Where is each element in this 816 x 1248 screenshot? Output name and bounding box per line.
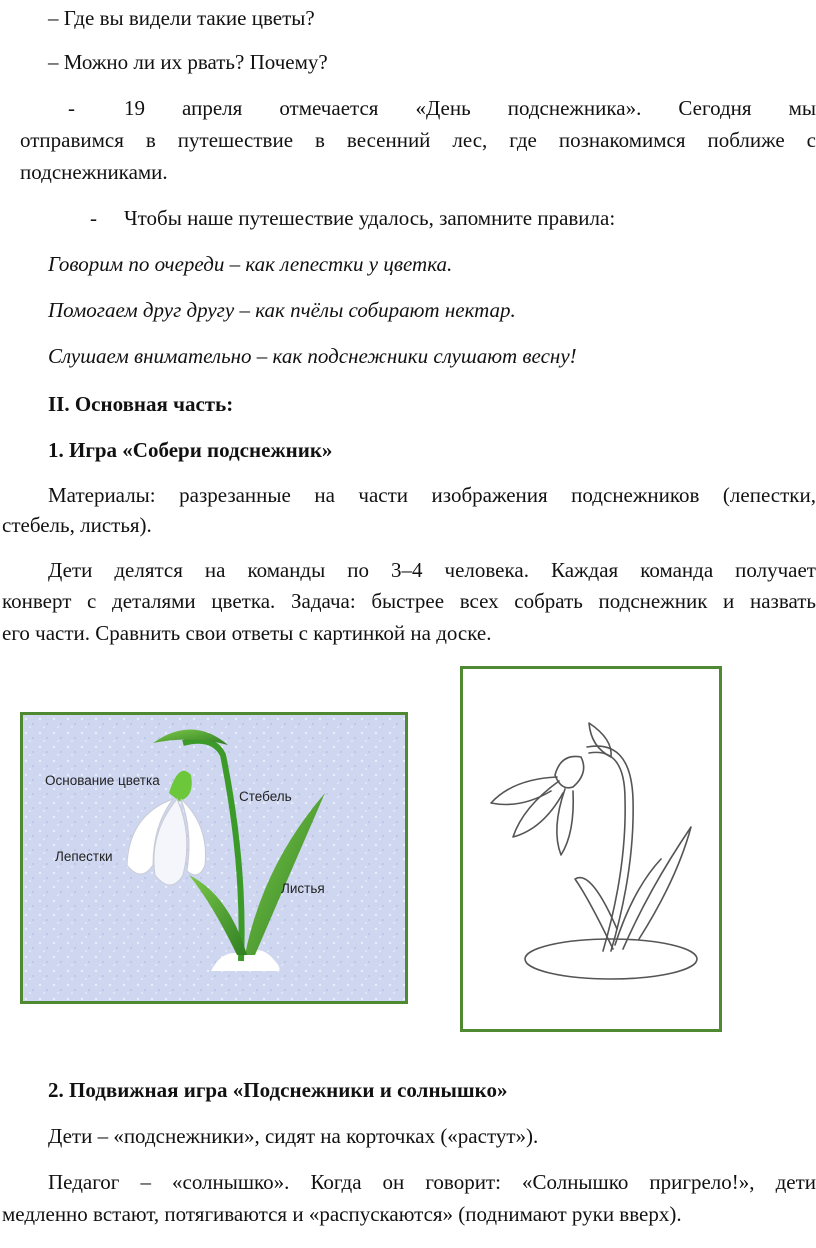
rule-1: Говорим по очереди – как лепестки у цветка. [48, 252, 453, 276]
heading-main-part: II. Основная часть: [48, 392, 234, 416]
paragraph-materials: Материалы: разрезанные на части изображения подснежников (лепестки, [48, 483, 816, 507]
paragraph-snowdrop-day-line2: отправимся в путешествие в весенний лес, где познакомимся поближе с [20, 128, 816, 152]
paragraph-teams: Дети делятся на команды по 3–4 человека. Каждая команда получает [48, 558, 816, 582]
paragraph-snowdrop-day: 19 апреля отмечается «День подснежника». Сегодня мы [124, 96, 816, 120]
snowdrop-outline-illustration [463, 669, 719, 1029]
paragraph-teams-line3: его части. Сравнить свои ответы с картинкой на доске. [2, 621, 492, 645]
dash-marker: - [68, 96, 75, 120]
label-flower-base: Основание цветка [45, 773, 160, 788]
rule-2: Помогаем друг другу – как пчёлы собирают нектар. [48, 298, 516, 322]
paragraph-children-role: Дети – «подснежники», сидят на корточках («растут»). [48, 1124, 539, 1148]
dash-marker: - [90, 206, 97, 230]
question-where: – Где вы видели такие цветы? [48, 6, 315, 30]
question-pick: – Можно ли их рвать? Почему? [48, 50, 328, 74]
label-stem: Стебель [239, 789, 292, 804]
paragraph-teacher-role: Педагог – «солнышко». Когда он говорит: «Солнышко пригрело!», дети [48, 1170, 816, 1194]
snowdrop-labeled-picture [20, 712, 408, 1004]
label-leaves: Листья [281, 881, 325, 896]
paragraph-materials-line2: стебель, листья). [2, 513, 152, 537]
paragraph-teacher-role-line2: медленно встают, потягиваются и «распускаются» (поднимают руки вверх). [2, 1202, 682, 1226]
rule-3: Слушаем внимательно – как подснежники слушают весну! [48, 344, 577, 368]
heading-game-2: 2. Подвижная игра «Подснежники и солнышко» [48, 1078, 508, 1102]
heading-game-1: 1. Игра «Собери подснежник» [48, 438, 333, 462]
paragraph-rules-intro: Чтобы наше путешествие удалось, запомните правила: [124, 206, 616, 230]
paragraph-snowdrop-day-line3: подснежниками. [20, 160, 168, 184]
label-petals: Лепестки [55, 849, 113, 864]
paragraph-teams-line2: конверт с деталями цветка. Задача: быстрее всех собрать подснежник и назвать [2, 589, 816, 613]
snowdrop-outline-picture [460, 666, 722, 1032]
